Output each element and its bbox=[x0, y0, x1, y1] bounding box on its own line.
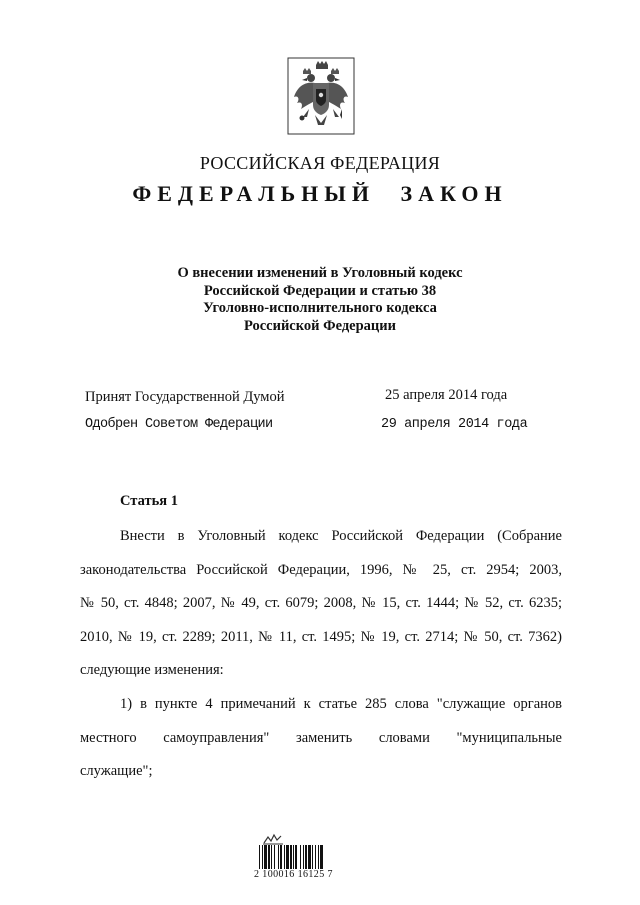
barcode-bar bbox=[268, 845, 270, 869]
barcode-bar bbox=[312, 845, 313, 869]
paragraph-line: следующие изменения: bbox=[80, 662, 224, 678]
law-title-line: Российской Федерации и статью 38 bbox=[203, 282, 437, 299]
barcode-bar bbox=[290, 845, 292, 869]
country-name: РОССИЙСКАЯ ФЕДЕРАЦИЯ bbox=[199, 153, 441, 173]
barcode-bar bbox=[284, 845, 285, 869]
document-type-title: ФЕДЕРАЛЬНЫЙ ЗАКОН bbox=[132, 181, 508, 206]
barcode-bar bbox=[280, 845, 282, 869]
article-paragraph bbox=[80, 520, 562, 688]
amendment-item bbox=[80, 688, 562, 789]
barcode-bar bbox=[274, 845, 275, 869]
barcode-bar bbox=[264, 845, 267, 869]
paragraph-line: 1) в пункте 4 примечаний к статье 285 слова "служащие органов bbox=[120, 696, 562, 712]
law-title bbox=[120, 265, 520, 335]
barcode-bar bbox=[303, 845, 304, 869]
barcode-bar bbox=[295, 845, 297, 869]
adopted-date: 25 апреля 2014 года bbox=[385, 387, 508, 403]
barcode-bar bbox=[278, 845, 279, 869]
barcode bbox=[258, 845, 370, 869]
russian-coat-of-arms-icon bbox=[287, 57, 355, 135]
paragraph-line: служащие"; bbox=[80, 763, 153, 779]
barcode-bar bbox=[259, 845, 260, 869]
adopted-by-duma-label: Принят Государственной Думой bbox=[85, 389, 285, 405]
law-title-line: Российской Федерации bbox=[243, 317, 396, 334]
law-title-line: Уголовно-исполнительного кодекса bbox=[203, 300, 437, 316]
approved-date: 29 апреля 2014 года bbox=[381, 417, 528, 432]
barcode-bar bbox=[318, 845, 319, 869]
paragraph-line: местного самоуправления" заменить словами "муниципальные bbox=[80, 729, 562, 746]
barcode-bar bbox=[271, 845, 272, 869]
barcode-bar bbox=[293, 845, 294, 869]
barcode-bar bbox=[286, 845, 289, 869]
barcode-bar bbox=[300, 845, 301, 869]
barcode-bar bbox=[315, 845, 316, 869]
paragraph-line: законодательства Российской Федерации, 1996, № 25, ст. 2954; 2003, bbox=[80, 561, 562, 578]
coat-of-arms-emblem bbox=[287, 57, 355, 135]
paragraph-line: 2010, № 19, ст. 2289; 2011, № 11, ст. 1495; № 19, ст. 2714; № 50, ст. 7362) bbox=[80, 628, 562, 645]
barcode-icon bbox=[258, 845, 370, 869]
barcode-bar bbox=[320, 845, 323, 869]
approved-by-council-label: Одобрен Советом Федерации bbox=[85, 417, 273, 432]
paragraph-line: Внести в Уголовный кодекс Российской Федерации (Собрание bbox=[120, 528, 562, 544]
stamp-mark bbox=[262, 832, 284, 844]
barcode-number: 2 100016 16125 7 bbox=[254, 869, 333, 880]
barcode-bar bbox=[308, 845, 311, 869]
article-heading: Статья 1 bbox=[120, 493, 178, 509]
law-title-line: О внесении изменений в Уголовный кодекс bbox=[177, 265, 463, 281]
paragraph-line: № 50, ст. 4848; 2007, № 49, ст. 6079; 2008, № 15, ст. 1444; № 52, ст. 6235; bbox=[80, 595, 562, 611]
barcode-bar bbox=[305, 845, 307, 869]
stamp-mark-icon bbox=[262, 833, 284, 845]
barcode-bar bbox=[262, 845, 263, 869]
